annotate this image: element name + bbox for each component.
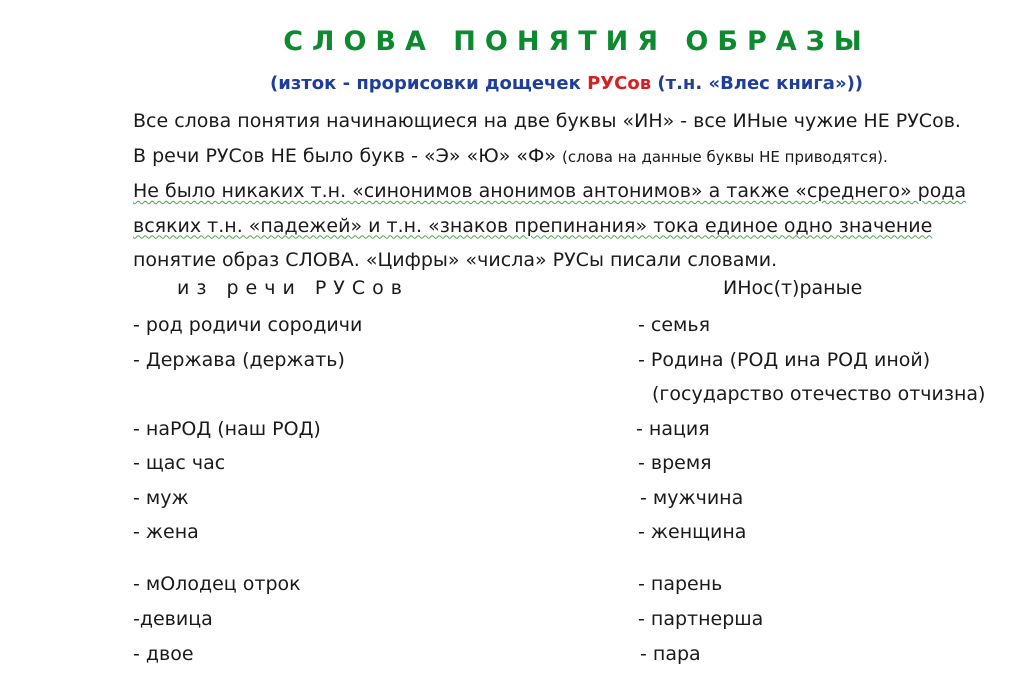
left-item: -девица bbox=[133, 608, 213, 630]
left-item: - мОлодец отрок bbox=[133, 573, 301, 595]
paragraph-line-2-note: (слова на данные буквы НЕ приводятся). bbox=[562, 147, 888, 166]
paragraph-line-2 bbox=[133, 139, 1013, 175]
right-item: - партнерша bbox=[638, 608, 764, 630]
right-item: (государство отечество отчизна) bbox=[652, 383, 986, 405]
subtitle-highlight: РУСов bbox=[587, 73, 652, 94]
left-item: - Держава (держать) bbox=[133, 349, 345, 371]
right-item: - пара bbox=[640, 643, 701, 665]
paragraph-line-4: всяких т.н. «падежей» и т.н. «знаков препинания» тока единое одно значение bbox=[133, 214, 933, 237]
left-item: - щас час bbox=[133, 452, 226, 474]
paragraph-line-2-main: В речи РУСов НЕ было букв - «Э» «Ю» «Ф» bbox=[133, 144, 563, 167]
right-item: - женщина bbox=[638, 521, 747, 543]
right-item: - парень bbox=[638, 573, 723, 595]
left-item: - двое bbox=[133, 643, 194, 665]
subtitle bbox=[270, 73, 863, 94]
paragraph-line-1: Все слова понятия начинающиеся на две буквы «ИН» - все ИНые чужие НЕ РУСов. bbox=[133, 110, 961, 132]
left-item: - жена bbox=[133, 521, 199, 543]
right-item: - мужчина bbox=[640, 487, 744, 509]
paragraph-line-5: понятие образ СЛОВА. «Цифры» «числа» РУСы писали словами. bbox=[133, 249, 778, 271]
right-item: - время bbox=[638, 452, 712, 474]
right-column-header: ИНос(т)раные bbox=[723, 277, 863, 299]
right-item: - Родина (РОД ина РОД иной) bbox=[638, 349, 931, 371]
left-item: - род родичи сородичи bbox=[133, 314, 363, 336]
intro-paragraph bbox=[133, 104, 1013, 278]
page-title: СЛОВА ПОНЯТИЯ ОБРАЗЫ bbox=[283, 26, 871, 57]
left-item: - наРОД (наш РОД) bbox=[133, 418, 321, 440]
subtitle-suffix: (т.н. «Влес книга»)) bbox=[651, 73, 864, 94]
left-column-header: из речи РУСов bbox=[177, 277, 409, 299]
right-item: - семья bbox=[638, 314, 710, 336]
left-item: - муж bbox=[133, 487, 189, 509]
subtitle-prefix: (изток - прорисовки дощечек bbox=[270, 73, 588, 94]
paragraph-line-3: Не было никаких т.н. «синонимов анонимов антонимов» а также «среднего» рода bbox=[133, 180, 967, 202]
right-item: - нация bbox=[636, 418, 710, 440]
